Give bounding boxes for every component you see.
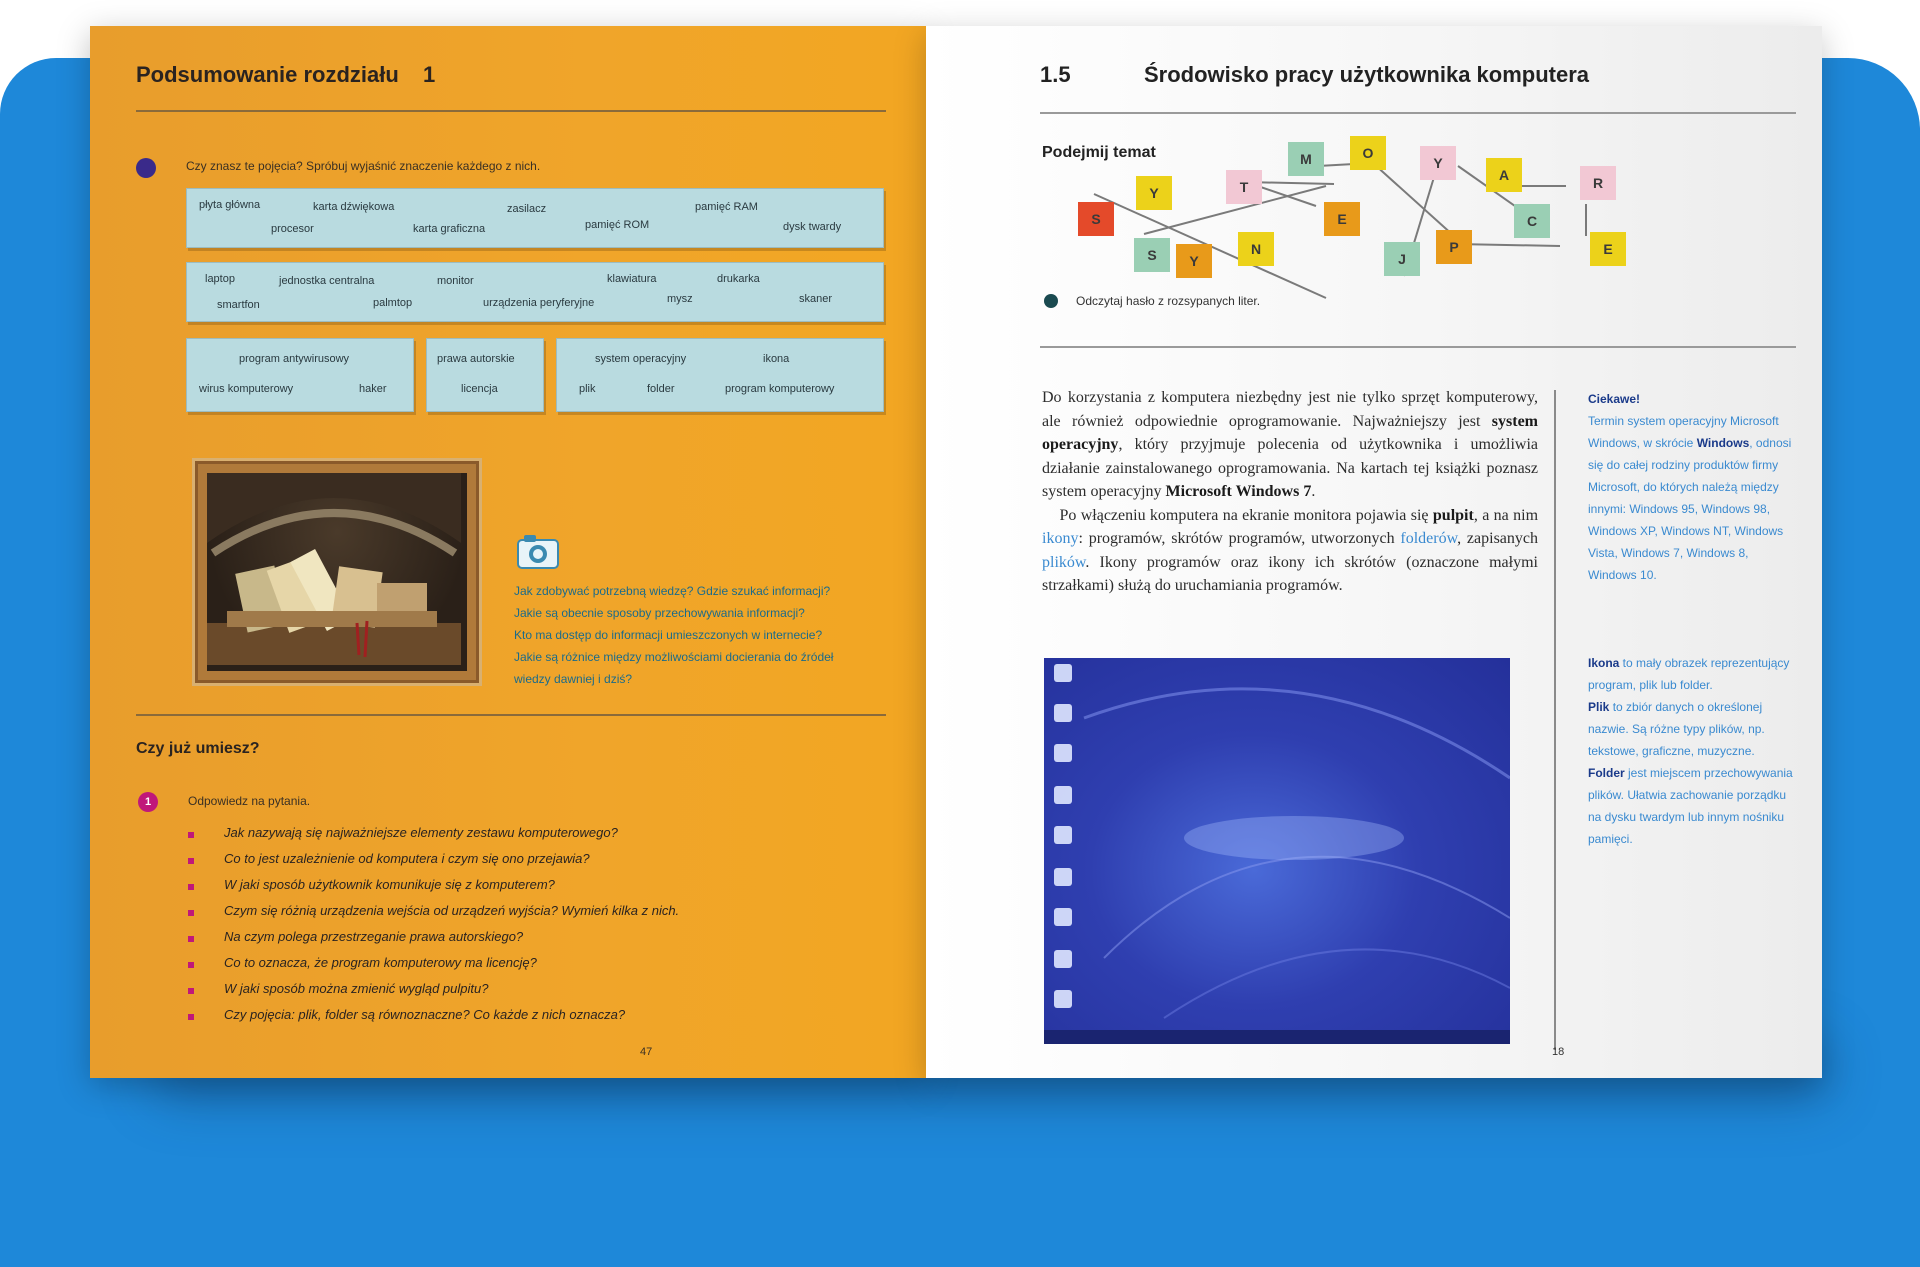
term: palmtop (373, 297, 413, 309)
term: program komputerowy (725, 383, 835, 395)
puzzle-letter: E (1590, 232, 1626, 266)
question-bullet-icon (188, 884, 194, 890)
puzzle-letter: C (1514, 204, 1550, 238)
term: dysk twardy (783, 221, 842, 233)
question-bullet-icon (188, 962, 194, 968)
windows-desktop-screenshot (1044, 658, 1510, 1044)
title-divider (136, 110, 886, 112)
puzzle-letter: S (1078, 202, 1114, 236)
term: płyta główna (199, 199, 261, 211)
puzzle-letter: A (1486, 158, 1522, 192)
terms-box-4 (426, 338, 544, 412)
question-item: Czym się różnią urządzenia wejścia od urządzeń wyjścia? Wymień kilka z nich. (224, 903, 680, 918)
windows-taskbar (1044, 1030, 1510, 1044)
magenta-number-bullet: 1 (138, 792, 158, 812)
right-page-number: 18 (1552, 1046, 1565, 1058)
desktop-icon[interactable] (1054, 704, 1072, 722)
sidebar-definitions: Ikona to mały obrazek reprezentujący program, plik lub folder. Plik to zbiór danych o określonej nazwie. Są różne typy plików, np. tekstowe, graficzne, muzyczne. Folder jest miejscem przechowywania plików. Ułatwia zachowanie porządku na dysku twardym lub innym nośniku pamięci. (1588, 656, 1793, 846)
terms-box-1 (186, 188, 884, 248)
sidebar-fact: Ciekawe! Termin system operacyjny Microsoft Windows, w skrócie Windows, odnosi się do całej rodziny produktów firmy Microsoft, do których należą między innymi: Windows 95, Windows 98, Windows XP, Windows NT, Windows Vista, Windows 7, Windows 8, Windows 10. (1588, 392, 1792, 582)
question-bullet-icon (188, 936, 194, 942)
terms-box-5 (556, 338, 884, 412)
question-item: Na czym polega przestrzeganie prawa autorskiego? (224, 929, 524, 944)
question-item: Jak nazywają się najważniejsze elementy zestawu komputerowego? (224, 825, 618, 840)
question-item: Czy pojęcia: plik, folder są równoznaczne? Co każde z nich oznacza? (224, 1007, 626, 1022)
left-page (90, 26, 926, 1078)
books-painting-image (192, 458, 482, 686)
question-bullet-icon (188, 832, 194, 838)
term: skaner (799, 293, 833, 305)
term: smartfon (217, 299, 260, 311)
term: haker (359, 383, 387, 395)
term: pamięć RAM (695, 201, 758, 213)
right-page-title: Środowisko pracy użytkownika komputera (1144, 62, 1590, 87)
question-item: Co to jest uzależnienie od komputera i czym się ono przejawia? (224, 851, 590, 866)
puzzle-letter: P (1436, 230, 1472, 264)
term: wirus komputerowy (199, 383, 294, 395)
term: pamięć ROM (585, 219, 650, 231)
term: karta graficzna (413, 223, 486, 235)
image-question: wiedzy dawniej i dziś? (514, 672, 633, 686)
desktop-icon[interactable] (1054, 908, 1072, 926)
teal-bullet-icon (1044, 294, 1058, 308)
puzzle-instruction: Odczytaj hasło z rozsypanych liter. (1076, 294, 1261, 308)
question-item: W jaki sposób można zmienić wygląd pulpitu? (224, 981, 489, 996)
left-page-number: 47 (640, 1046, 653, 1058)
section-divider (136, 714, 886, 716)
puzzle-letter: N (1238, 232, 1274, 266)
desktop-icon[interactable] (1054, 826, 1072, 844)
term: ikona (763, 353, 790, 365)
image-question: Kto ma dostęp do informacji umieszczonych w internecie? (514, 628, 823, 642)
term: jednostka centralna (279, 275, 375, 287)
puzzle-letter: M (1288, 142, 1324, 176)
left-page-title (136, 62, 435, 88)
puzzle-letter: J (1384, 242, 1420, 276)
term: folder (647, 383, 675, 395)
terms-prompt: Czy znasz te pojęcia? Spróbuj wyjaśnić znaczenie każdego z nich. (186, 159, 541, 173)
section-title: Czy już umiesz? (136, 740, 260, 757)
desktop-icon[interactable] (1054, 990, 1072, 1008)
purple-bullet-icon (136, 158, 156, 178)
question-bullet-icon (188, 858, 194, 864)
section-divider (1040, 346, 1796, 348)
question-item: W jaki sposób użytkownik komunikuje się z komputerem? (224, 877, 555, 892)
term: monitor (437, 275, 474, 287)
image-question: Jakie są różnice między możliwościami docierania do źródeł (514, 650, 834, 664)
term: drukarka (717, 273, 760, 285)
painting-canvas (207, 473, 467, 671)
question-bullet-icon (188, 910, 194, 916)
question-bullet-icon (188, 1014, 194, 1020)
question-bullet-icon (188, 988, 194, 994)
image-question: Jak zdobywać potrzebną wiedzę? Gdzie szukać informacji? (514, 584, 831, 598)
term: karta dźwiękowa (313, 201, 395, 213)
puzzle-letter: E (1324, 202, 1360, 236)
term: urządzenia peryferyjne (483, 297, 595, 309)
right-page (926, 26, 1822, 1078)
term: zasilacz (507, 203, 547, 215)
term: prawa autorskie (437, 353, 515, 365)
puzzle-letter: R (1580, 166, 1616, 200)
chapter-number: 1 (422, 62, 436, 87)
desktop-icon[interactable] (1054, 744, 1072, 762)
term: plik (579, 383, 596, 395)
puzzle-letter: T (1226, 170, 1262, 204)
main-body-text: Do korzystania z komputera niezbędny jest nie tylko sprzęt komputerowy, ale również odpowiednie oprogramowanie. Najważniejszy jest system operacyjny, który przyjmuje polecenia od użytkownika i umożliwia działanie zainstalowanego oprogramowania. Na kartach tej książki poznasz system operacyjny Microsoft Windows 7. Po włączeniu komputera na ekranie monitora pojawia się pulpit, a na nim ikony: programów, skrótów programów, utworzonych folderów, zapisanych plików. Ikony programów oraz ikony ich skrótów (oznaczone małymi strzałkami) służą do uruchamiania programów. (1042, 389, 1539, 594)
desktop-icon[interactable] (1054, 868, 1072, 886)
still-life-books-illustration (207, 473, 461, 665)
puzzle-letter: Y (1420, 146, 1456, 180)
term: licencja (461, 383, 498, 395)
term: system operacyjny (595, 353, 687, 365)
camera-icon (516, 532, 560, 570)
term: mysz (667, 293, 693, 305)
section-number: 1.5 (1040, 62, 1071, 87)
terms-box-3 (186, 338, 414, 412)
section-prompt: Odpowiedz na pytania. (188, 794, 311, 808)
puzzle-letter: Y (1136, 176, 1172, 210)
desktop-icon[interactable] (1054, 950, 1072, 968)
desktop-icon[interactable] (1054, 786, 1072, 804)
term: program antywirusowy (239, 353, 350, 365)
left-title-text: Podsumowanie rozdziału (136, 62, 399, 87)
sidebar-divider (1554, 390, 1556, 1050)
image-question: Jakie są obecnie sposoby przechowywania informacji? (514, 606, 805, 620)
desktop-wallpaper-swirl (1044, 658, 1510, 1044)
title-divider (1040, 112, 1796, 114)
puzzle-letter: Y (1176, 244, 1212, 278)
terms-box-2 (186, 262, 884, 322)
puzzle-letter: S (1134, 238, 1170, 272)
term: laptop (205, 273, 235, 285)
desktop-icon[interactable] (1054, 664, 1072, 682)
term: procesor (271, 223, 314, 235)
topic-label: Podejmij temat (1042, 144, 1156, 161)
question-item: Co to oznacza, że program komputerowy ma licencję? (224, 955, 537, 970)
term: klawiatura (607, 273, 657, 285)
puzzle-letter: O (1350, 136, 1386, 170)
